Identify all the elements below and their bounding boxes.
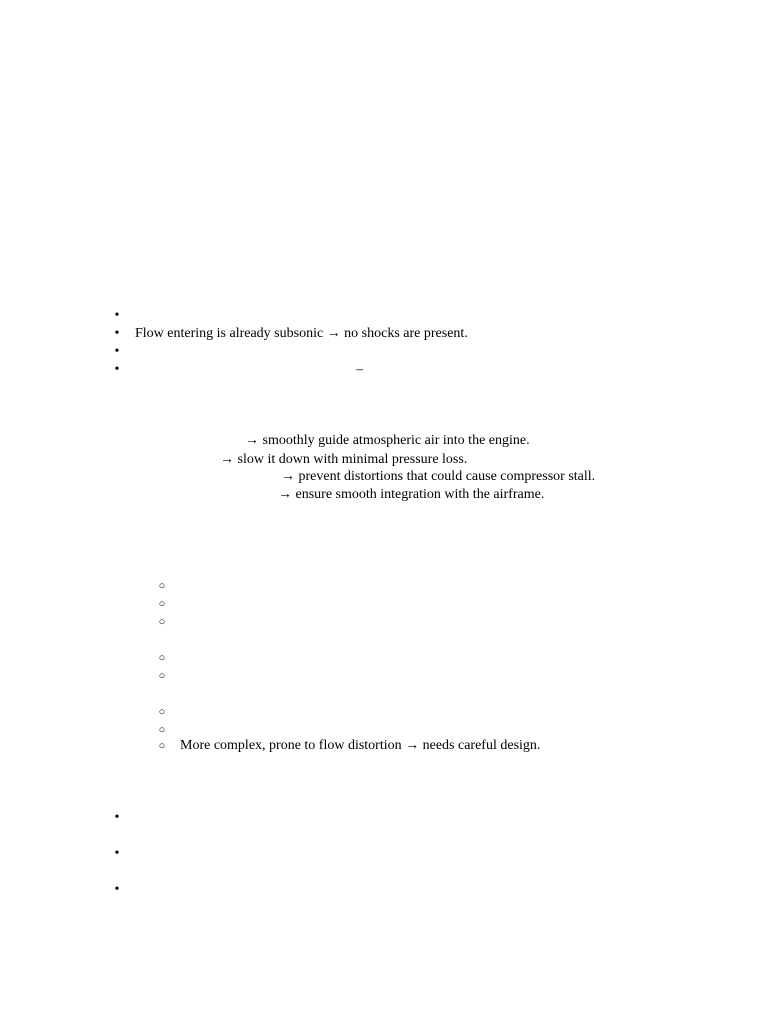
en-dash: – xyxy=(356,362,363,377)
function-line-guide-air: → smoothly guide atmospheric air into the engine. xyxy=(245,433,530,448)
bullet-marker xyxy=(112,881,122,899)
sub-bullet-marker xyxy=(157,667,167,685)
bullet-marker xyxy=(112,343,122,361)
sub-bullet-marker xyxy=(157,649,167,667)
sub-bullet-marker xyxy=(157,595,167,613)
bullet-marker xyxy=(112,361,122,379)
bullet-marker xyxy=(112,809,122,827)
function-line-prevent-distortion: → prevent distortions that could cause compressor stall. xyxy=(281,469,596,484)
sub-bullet-marker xyxy=(157,613,167,631)
sub-bullet-marker xyxy=(157,577,167,595)
function-line-integration: → ensure smooth integration with the airframe. xyxy=(278,487,545,502)
sub-bullet-text-complex-design: More complex, prone to flow distortion → needs careful design. xyxy=(180,738,541,753)
bullet-marker xyxy=(112,325,122,343)
bullet-marker xyxy=(112,307,122,325)
bullet-marker xyxy=(112,845,122,863)
bullet-text-subsonic-flow: Flow entering is already subsonic → no shocks are present. xyxy=(135,326,468,341)
sub-bullet-marker xyxy=(157,737,167,755)
sub-bullet-marker xyxy=(157,703,167,721)
function-line-slow-down: → slow it down with minimal pressure loss. xyxy=(220,452,468,467)
